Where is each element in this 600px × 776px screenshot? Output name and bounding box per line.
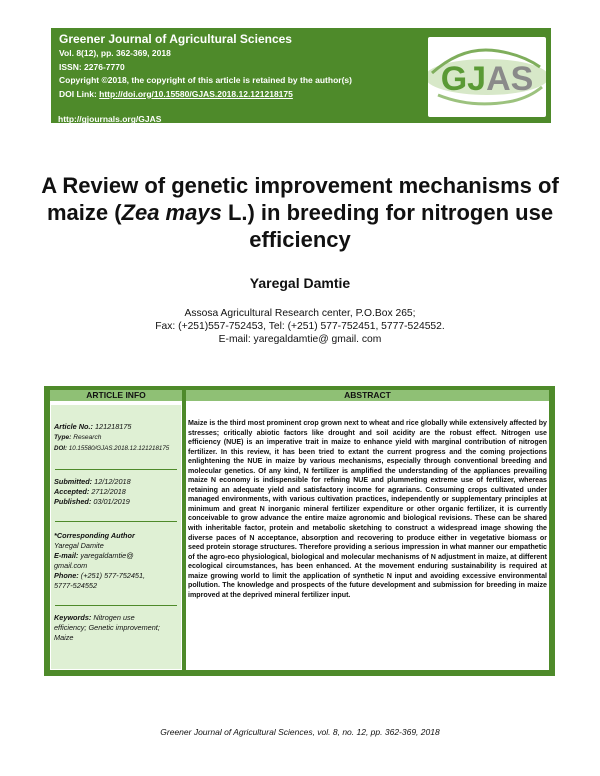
gjas-logo-icon	[428, 37, 546, 117]
published-date: Published: 03/01/2019	[54, 497, 130, 506]
corresponding-phone-cont: 5777-524552	[54, 581, 98, 590]
article-info-heading: ARTICLE INFO	[50, 390, 182, 401]
corresponding-name: Yaregal Damite	[54, 541, 104, 550]
keywords-cont: Maize	[54, 633, 74, 642]
author-affiliation: Assosa Agricultural Research center, P.O.Box 265; Fax: (+251)557-752453, Tel: (+251) 577-752451, 5777-524552. E-mail: yaregaldamtie@ gmail. com	[155, 308, 445, 345]
footer-citation: Greener Journal of Agricultural Sciences, vol. 8, no. 12, pp. 362-369, 2018	[160, 727, 440, 737]
gjas-logo	[428, 37, 546, 117]
journal-volume: Vol. 8(12), pp. 362-369, 2018	[59, 48, 171, 58]
article-doi: DOI: 10.15580/GJAS.2018.12.121218175	[54, 445, 170, 452]
copyright-notice: Copyright ©2018, the copyright of this article is retained by the author(s)	[59, 75, 352, 86]
journal-header-band	[51, 28, 551, 123]
article-number: Article No.: 121218175	[54, 422, 132, 431]
doi-prefix: DOI Link:	[59, 88, 100, 99]
info-separator	[55, 521, 177, 522]
corresponding-email: E-mail: yaregaldamtie@	[54, 551, 134, 560]
corresponding-phone: Phone: (+251) 577-752451,	[54, 571, 146, 580]
info-separator	[55, 469, 177, 470]
info-separator	[55, 605, 177, 606]
journal-header-info	[59, 32, 352, 101]
accepted-date: Accepted: 2712/2018	[54, 487, 126, 496]
article-info-panel	[51, 405, 181, 669]
submitted-date: Submitted: 12/12/2018	[54, 477, 131, 486]
logo-text: GJAS	[440, 60, 534, 98]
corresponding-email-cont: gmail.com	[54, 561, 88, 570]
author-name: Yaregal Damtie	[249, 275, 351, 291]
doi-line	[59, 88, 352, 102]
abstract-heading: ABSTRACT	[186, 390, 549, 401]
doi-link[interactable]: http://doi.org/10.15580/GJAS.2018.12.121218175	[99, 88, 293, 99]
article-title: A Review of genetic improvement mechanisms of maize (Zea mays L.) in breeding for nitrogen use efficiency	[41, 173, 559, 252]
abstract-text: Maize is the third most prominent crop grown next to wheat and rice globally while extensively affected by stresses; critically abiotic factors like drought and soil acidity are the robust effect. Nitrogen use efficiency (NUE) is an imperative trait in maize to enhance yield with marginal contribution of nitrogen fertilizer. In this review, it has been tried to extant the current progress and the coming projections enlightening the NUE in maize by various mechanisms, especially through conventional breeding and molecular genetics. Of any kind, N fertilizer is amplified the understanding of the appliances prevailing maize N economy is indispensible for refining NUE and plummeting extreme use of fertilizer, whereas retaining an adequate yield and satisfactory income for agrarians. Consuming crops cultivated under managed environments, with various cultivation practices, independently or supplementary principles at minimum and great N inorganic mineral fertilizer expenditure or other organic fertilizer, it is currently conceivable to grow advance the entire maize agronomic and biological revisions. These can be shared with inheritable factor, protein and metabolic sketching to construct a widespread image showing the diverse paces of N acceptance, absorption and recovering to produce either in vegetative biomass or seed protein storage structures. Therefore providing a serious impression in what manner our empathetic of the agro-eco physiological, biological and molecular mechanisms of N adjustment in maize, at different ecological circumstances, has been enhanced. At the movement enduring sustainability is required at maize growing world to limit the application of synthetic N input and avoiding excessive environmental pollution. The knowledge and prospects of the future development and submission for breeding in maize improved at the deprived mineral fertilizer input.	[188, 419, 547, 599]
keywords-cont: efficiency; Genetic improvement;	[54, 623, 160, 632]
journal-url-link[interactable]: http://gjournals.org/GJAS	[58, 114, 162, 124]
journal-issn: ISSN: 2276-7770	[59, 61, 125, 72]
journal-title: Greener Journal of Agricultural Sciences	[59, 32, 292, 46]
corresponding-label: *Corresponding Author	[54, 531, 135, 540]
keywords: Keywords: Nitrogen use	[54, 613, 135, 622]
article-type: Type: Research	[54, 434, 102, 441]
